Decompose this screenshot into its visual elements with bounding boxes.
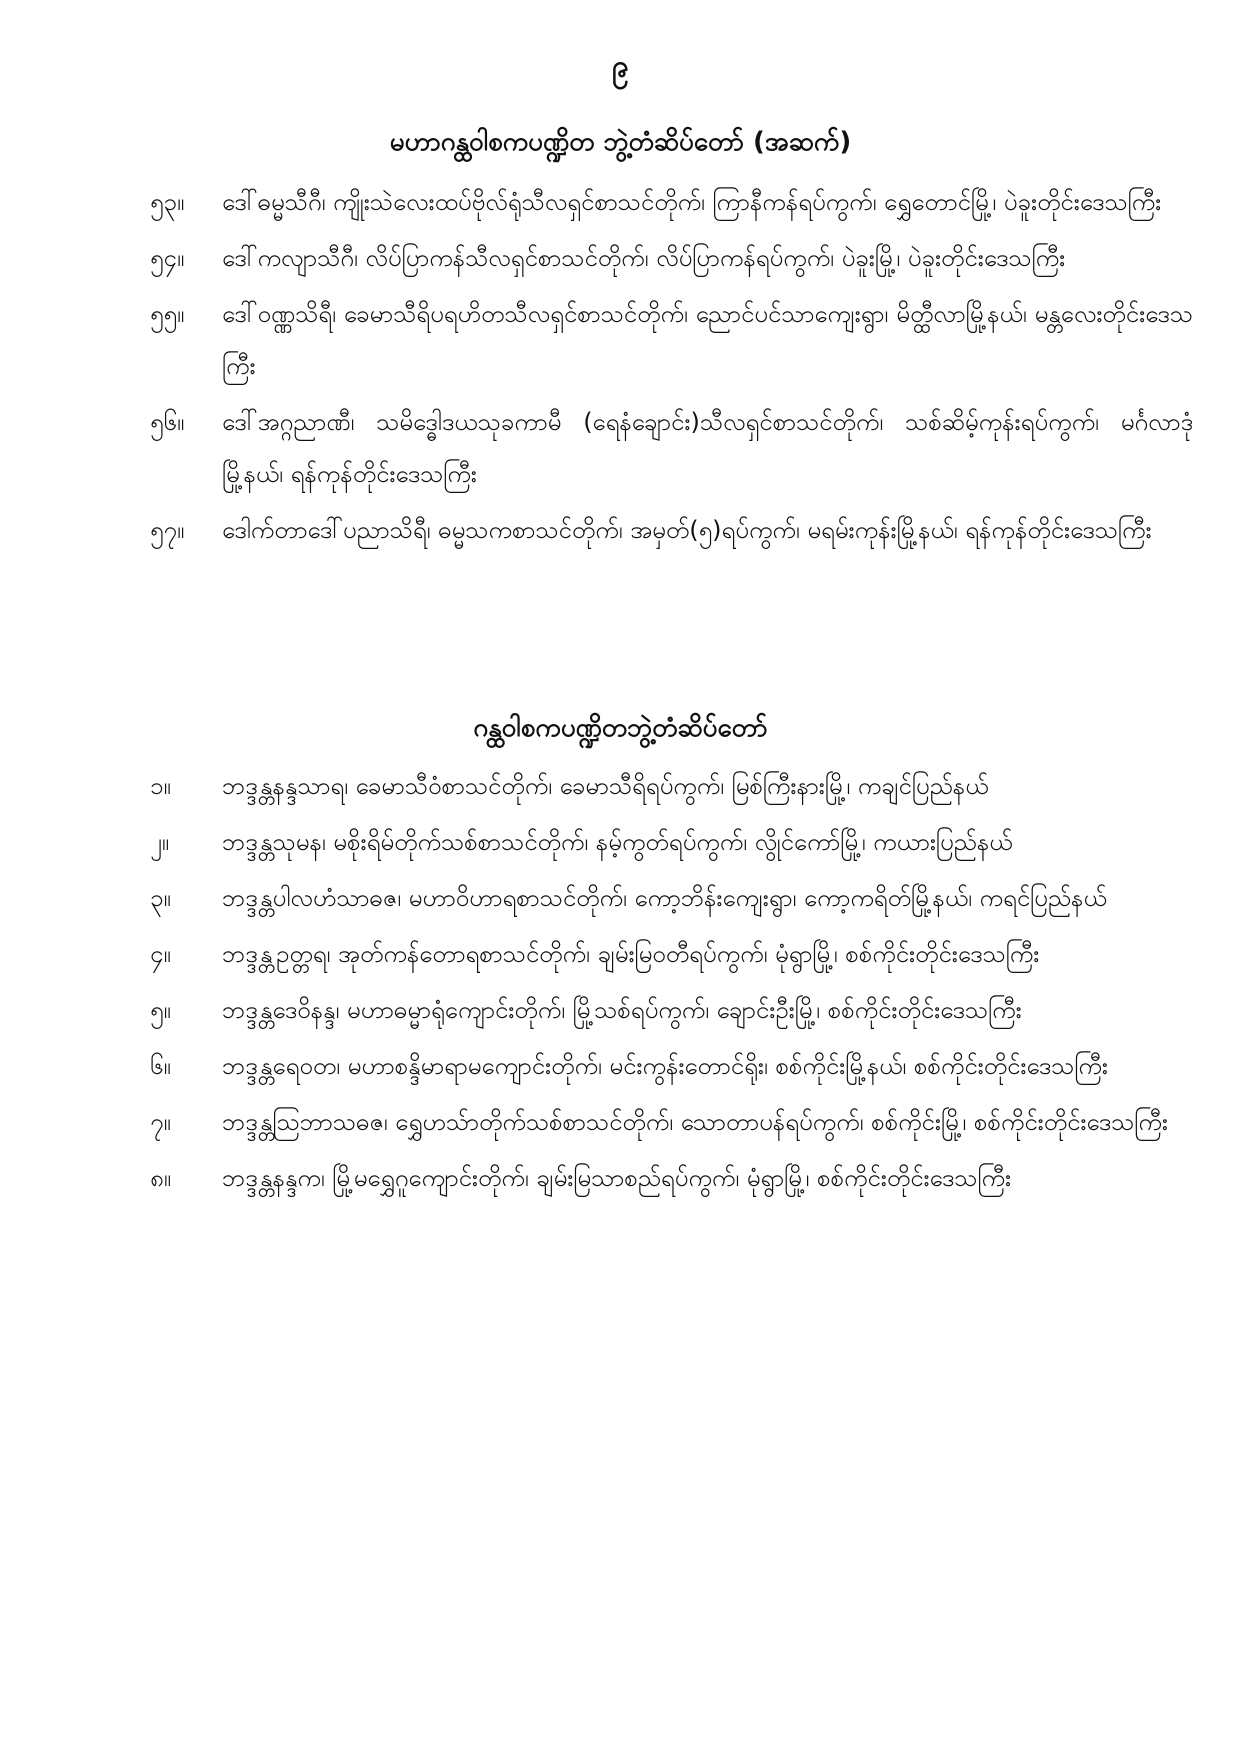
item-text: ဘဒ္ဒန္တရေဝတ၊ မဟာစန္ဒိမာရာမကျောင်းတိုက်၊ မင်းကွန်းတောင်ရိုး၊ စစ်ကိုင်းမြို့နယ်၊ စစ်ကိုင်းတိုင်းဒေသကြီး: [222, 1052, 1108, 1080]
item-text: ဒေါ်အဂ္ဂညာဏီ၊ သမိဒ္ဓေါဒယသုခကာမီ (ရေနံချောင်း)သီလရှင်စာသင်တိုက်၊ သစ်ဆိမ့်ကုန်းရပ်ကွက်၊ မင်္ဂလာဒုံမြို့နယ်၊ ရန်ကုန်တိုင်းဒေသကြီး: [222, 408, 1193, 488]
item-number: ၈။: [150, 1164, 171, 1192]
list-item: [0, 760, 1241, 812]
item-text: ဘဒ္ဒန္တသြဘာသဓဇ၊ ရွှေဟသ်ာတိုက်သစ်စာသင်တိုက်၊ သောတာပန်ရပ်ကွက်၊ စစ်ကိုင်းမြို့၊ စစ်ကိုင်းတိုင်းဒေသကြီး: [222, 1108, 1168, 1136]
list-item: [0, 1096, 1241, 1148]
section-heading-continued: မဟာဂန္ထဝါစကပဏ္ဍိတ ဘွဲ့တံဆိပ်တော် (အဆက်): [389, 127, 852, 157]
item-number: ၄။: [150, 940, 171, 968]
list-item: [0, 288, 1241, 392]
list-item: [0, 816, 1241, 868]
item-number: ၅။: [150, 996, 171, 1024]
list-item: [0, 872, 1241, 924]
list-item: [0, 232, 1241, 284]
list-item: [0, 504, 1241, 556]
item-number: ၂။: [150, 828, 170, 856]
item-text: ဘဒ္ဒန္တနန္ဒသာရ၊ ခေမာသီဝံစာသင်တိုက်၊ ခေမာသီရိရပ်ကွက်၊ မြစ်ကြီးနားမြို့၊ ကချင်ပြည်နယ်: [222, 772, 989, 800]
item-number: ၃။: [150, 884, 171, 912]
item-number: ၁။: [150, 772, 171, 800]
item-number: ၇။: [150, 1108, 171, 1136]
list-item: [0, 928, 1241, 980]
item-number: ၆။: [150, 1052, 171, 1080]
item-text: ဘဒ္ဒန္တပါလဟံသာဓဇ၊ မဟာဝိဟာရစာသင်တိုက်၊ ကော့ဘိန်းကျေးရွာ၊ ကော့ကရိတ်မြို့နယ်၊ ကရင်ပြည်နယ်: [222, 884, 1107, 912]
award-list: [0, 760, 1241, 1208]
item-text: ဘဒ္ဒန္တနန္ဒက၊ မြို့မရွှေဂူကျောင်းတိုက်၊ ချမ်းမြသာစည်ရပ်ကွက်၊ မုံရွာမြို့၊ စစ်ကိုင်းတိုင်းဒေသကြီး: [222, 1164, 1012, 1192]
item-text: ဘဒ္ဒန္တဒေဝိနန္ဒ၊ မဟာဓမ္မာရုံကျောင်းတိုက်၊ မြို့သစ်ရပ်ကွက်၊ ချောင်းဦးမြို့၊ စစ်ကိုင်းတိုင်းဒေသကြီး: [222, 996, 1022, 1024]
item-number: ၅၅။: [150, 300, 185, 328]
award-list-continued: [0, 176, 1241, 560]
item-text: ဘဒ္ဒန္တဥတ္တရ၊ အုတ်ကန်တောရစာသင်တိုက်၊ ချမ်းမြဝတီရပ်ကွက်၊ မုံရွာမြို့၊ စစ်ကိုင်းတိုင်းဒေသကြီး: [222, 940, 1040, 968]
item-number: ၅၃။: [150, 188, 185, 216]
list-item: [0, 1040, 1241, 1092]
item-number: ၅၇။: [150, 516, 185, 544]
list-item: [0, 176, 1241, 228]
item-text: ဒေါ်ကလျာသီဂီ၊ လိပ်ပြာကန်သီလရှင်စာသင်တိုက်၊ လိပ်ပြာကန်ရပ်ကွက်၊ ပဲခူးမြို့၊ ပဲခူးတိုင်းဒေသကြီး: [222, 244, 1066, 272]
item-text: ဒေါ်ဝဏ္ဏသိရီ၊ ခေမာသီရိပရဟိတသီလရှင်စာသင်တိုက်၊ ညောင်ပင်သာကျေးရွာ၊ မိတ္ထီလာမြို့နယ်၊ မန္တလေးတိုင်းဒေသကြီး: [222, 300, 1193, 380]
item-text: ဘဒ္ဒန္တသုမန၊ မစိုးရိမ်တိုက်သစ်စာသင်တိုက်၊ နမ့်ကွတ်ရပ်ကွက်၊ လွိုင်ကော်မြို့၊ ကယားပြည်နယ်: [222, 828, 1013, 856]
item-text: ဒေါ်ဓမ္မသီဂီ၊ ကျိုးသဲလေးထပ်ဗိုလ်ရုံသီလရှင်စာသင်တိုက်၊ ကြာနီကန်ရပ်ကွက်၊ ရွှေတောင်မြို့၊ ပဲခူးတိုင်းဒေသကြီး: [222, 188, 1162, 216]
item-number: ၅၆။: [150, 408, 185, 436]
list-item: [0, 984, 1241, 1036]
list-item: [0, 396, 1241, 500]
section-heading: ဂန္ထဝါစကပဏ္ဍိတဘွဲ့တံဆိပ်တော်: [473, 713, 768, 743]
page-number: ၉: [612, 49, 629, 84]
list-item: [0, 1152, 1241, 1204]
item-text: ဒေါက်တာဒေါ်ပညာသိရီ၊ ဓမ္မသကစာသင်တိုက်၊ အမှတ်(၅)ရပ်ကွက်၊ မရမ်းကုန်းမြို့နယ်၊ ရန်ကုန်တိုင်းဒေသကြီး: [222, 516, 1152, 544]
item-number: ၅၄။: [150, 244, 185, 272]
